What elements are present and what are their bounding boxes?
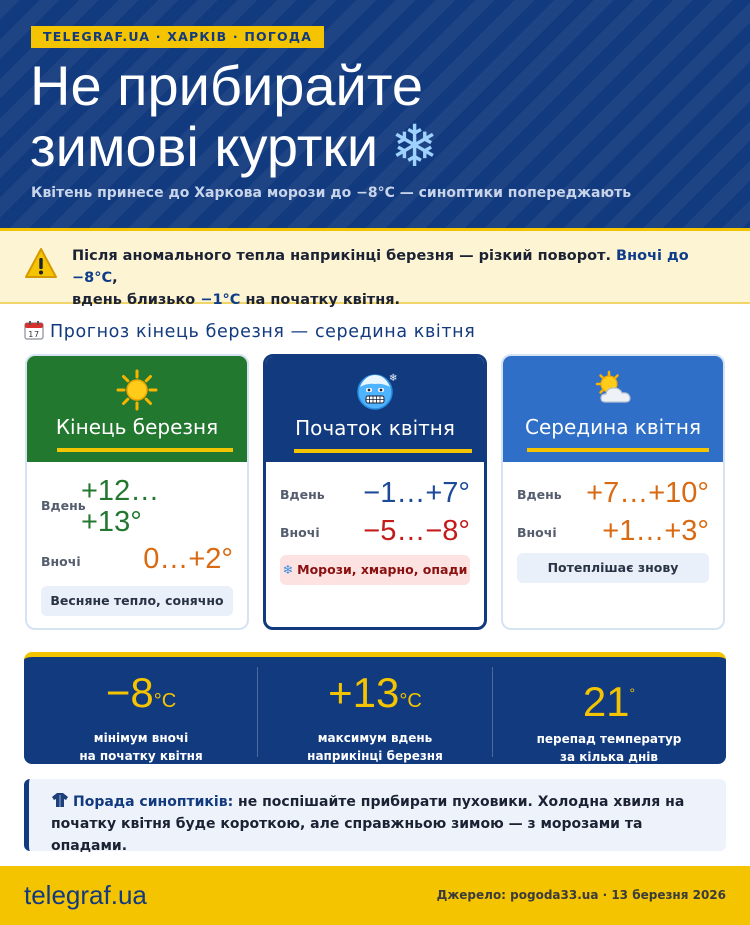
card-header	[503, 356, 723, 462]
calendar-icon	[24, 320, 44, 340]
forecast-card-mid-april[interactable]	[501, 354, 725, 630]
day-temp-line-1: +12…	[81, 475, 160, 507]
stat-label-line: за кілька днів	[560, 750, 658, 764]
stat-number: −8	[105, 669, 154, 716]
stat-label-line: максимум вдень	[317, 731, 433, 745]
stat-temp-swing	[492, 657, 726, 764]
stat-label	[24, 729, 258, 765]
forecast-card-early-april[interactable]	[263, 354, 487, 630]
day-label: Вдень	[280, 487, 325, 502]
night-label: Вночі	[517, 525, 557, 540]
card-header	[266, 357, 484, 462]
day-temp	[81, 476, 159, 538]
coat-icon	[51, 792, 69, 808]
stat-value	[258, 669, 492, 725]
stat-label-line: мінімум вночі	[93, 731, 189, 745]
forecast-card-end-march[interactable]	[25, 354, 249, 630]
title-line-2: зимові куртки	[30, 115, 379, 178]
warning-text-part: вдень близько	[72, 292, 201, 308]
stat-label	[492, 730, 726, 766]
night-temp: 0…+2°	[143, 543, 233, 575]
stat-value	[24, 669, 258, 725]
stat-unit: °C	[399, 690, 422, 712]
card-note: Потеплішає знову	[517, 553, 709, 583]
footer	[0, 866, 750, 925]
title-line-2-wrap	[30, 112, 439, 180]
advice-text	[51, 791, 721, 857]
stat-unit: °	[629, 685, 636, 701]
stat-unit: °C	[153, 690, 177, 712]
warning-highlight-night: Вночі до −8°C	[72, 248, 689, 286]
page-subtitle: Квітень принесе до Харкова морози до −8°C — синоптики попереджають	[31, 185, 632, 201]
advice-body: не поспішайте прибирати пуховики. Холодна хвиля на початку квітня буде короткою, але справжньою зимою — з морозами та опадами.	[51, 794, 685, 854]
forecast-section-title	[24, 320, 475, 342]
warning-text	[72, 245, 722, 311]
header-banner	[0, 0, 750, 228]
stat-min-night	[24, 657, 258, 764]
warning-text-part: Після аномального тепла наприкінці березня — різкий поворот.	[72, 248, 617, 264]
day-temp-line-2: +13°	[81, 506, 142, 538]
stat-label-line: перепад температур	[536, 732, 682, 746]
svg-text:17: 17	[28, 330, 40, 339]
warning-icon	[24, 247, 58, 287]
snowflake-icon: ❄	[390, 112, 439, 180]
card-note-text: Морози, хмарно, опади	[297, 562, 468, 577]
page-title	[30, 54, 439, 180]
stat-value	[492, 669, 726, 726]
card-header	[27, 356, 247, 462]
card-title: Середина квітня	[525, 415, 701, 439]
day-label: Вдень	[41, 498, 86, 513]
card-title: Початок квітня	[295, 416, 455, 440]
footer-site-link[interactable]: telegraf.ua	[24, 880, 147, 910]
warning-highlight-day: −1°C	[200, 292, 241, 308]
day-temp: −1…+7°	[363, 477, 470, 509]
card-accent-bar	[294, 449, 472, 453]
card-accent-bar	[57, 448, 233, 452]
card-title: Кінець березня	[55, 415, 219, 439]
stat-number: +13	[328, 669, 400, 716]
cold-face-icon	[353, 369, 397, 413]
day-label: Вдень	[517, 487, 562, 502]
night-temp: −5…−8°	[363, 515, 470, 547]
card-accent-bar	[527, 448, 709, 452]
svg-text:❄: ❄	[389, 373, 397, 384]
warning-text-part: на початку квітня.	[240, 292, 401, 308]
card-note: Весняне тепло, сонячно	[41, 586, 233, 616]
day-temp: +7…+10°	[586, 477, 709, 509]
warning-text-part: ,	[112, 270, 118, 286]
stat-number: 21	[582, 678, 630, 725]
stat-max-day	[258, 657, 492, 764]
night-label: Вночі	[280, 525, 320, 540]
snowflake-icon: ❄	[282, 562, 294, 577]
header-tag[interactable]: TELEGRAF.UA · ХАРКІВ · ПОГОДА	[31, 26, 324, 48]
advice-box	[24, 779, 726, 854]
stats-panel	[24, 652, 726, 764]
title-line-1: Не прибирайте	[30, 54, 423, 117]
stat-label-line: наприкінці березня	[307, 749, 443, 763]
footer-source: Джерело: pogoda33.ua · 13 березня 2026	[436, 888, 726, 902]
sun-icon	[115, 368, 159, 412]
section-title-text: Прогноз кінець березня — середина квітня	[50, 322, 476, 342]
stat-label	[258, 729, 492, 765]
card-note	[280, 555, 470, 585]
warning-banner	[0, 228, 750, 308]
night-temp: +1…+3°	[602, 515, 709, 547]
stat-label-line: на початку квітня	[79, 749, 203, 763]
night-label: Вночі	[41, 554, 81, 569]
advice-lead: Порада синоптиків:	[73, 794, 234, 810]
sun-behind-cloud-icon	[591, 368, 635, 412]
